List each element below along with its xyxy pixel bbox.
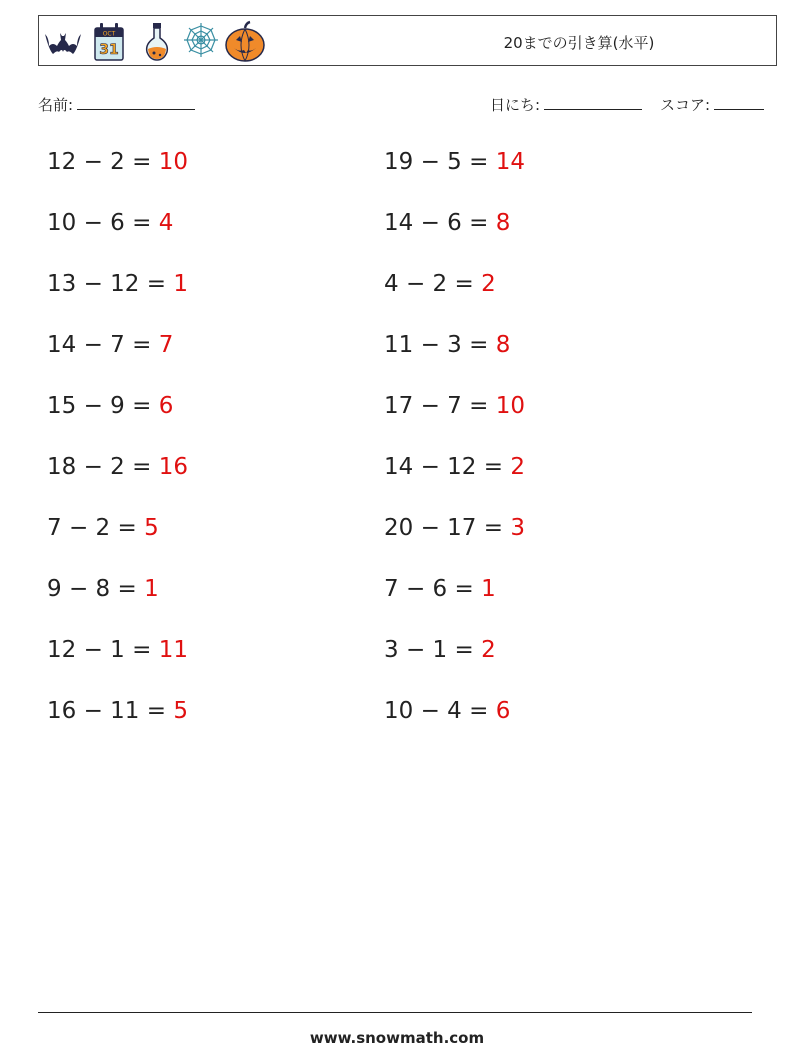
score-blank-line[interactable] — [714, 95, 764, 110]
score-label: スコア: — [660, 96, 711, 114]
problem-question: 19 − 5 = — [384, 149, 496, 175]
problem-item — [384, 575, 496, 603]
problem-item — [47, 270, 188, 298]
problem-item — [47, 514, 159, 542]
problem-answer: 4 — [158, 210, 174, 236]
problem-answer: 8 — [495, 332, 511, 358]
problem-item — [47, 453, 188, 481]
problem-item — [47, 148, 188, 176]
worksheet-header — [38, 15, 777, 66]
problem-item — [384, 331, 510, 359]
calendar-day-text: 31 — [99, 42, 119, 58]
problem-item — [384, 453, 525, 481]
problem-question: 9 − 8 = — [47, 576, 145, 602]
problem-answer: 14 — [495, 149, 525, 175]
problem-question: 10 − 4 = — [384, 698, 496, 724]
problem-answer: 3 — [510, 515, 525, 541]
problem-answer: 5 — [144, 515, 159, 541]
name-field[interactable] — [38, 94, 195, 115]
date-blank-line[interactable] — [544, 95, 642, 110]
date-field[interactable] — [490, 94, 642, 115]
footer-url[interactable]: www.snowmath.com — [309, 1029, 485, 1047]
problem-answer: 1 — [144, 576, 159, 602]
date-label: 日にち: — [490, 96, 541, 114]
problem-item — [47, 392, 173, 420]
problem-answer: 6 — [158, 393, 174, 419]
problem-question: 11 − 3 = — [384, 332, 496, 358]
problem-item — [47, 636, 188, 664]
problem-question: 14 − 12 = — [384, 454, 511, 480]
problem-item — [47, 697, 188, 725]
problem-answer: 10 — [158, 149, 188, 175]
problem-answer: 10 — [495, 393, 525, 419]
problem-item — [384, 209, 510, 237]
problem-question: 13 − 12 = — [47, 271, 174, 297]
problem-item — [47, 209, 173, 237]
problem-question: 7 − 2 = — [47, 515, 145, 541]
calendar-month-text: OCT — [102, 30, 116, 38]
problem-answer: 1 — [481, 576, 496, 602]
name-blank-line[interactable] — [77, 95, 195, 110]
problem-item — [384, 514, 525, 542]
problem-question: 18 − 2 = — [47, 454, 159, 480]
problem-answer: 2 — [481, 637, 496, 663]
problem-question: 12 − 2 = — [47, 149, 159, 175]
problem-answer: 6 — [495, 698, 511, 724]
problem-question: 14 − 6 = — [384, 210, 496, 236]
problem-question: 16 − 11 = — [47, 698, 174, 724]
problem-answer: 11 — [158, 637, 188, 663]
problem-question: 20 − 17 = — [384, 515, 511, 541]
problem-item — [47, 575, 159, 603]
problem-item — [384, 270, 496, 298]
problem-answer: 5 — [173, 698, 188, 724]
problem-question: 14 − 7 = — [47, 332, 159, 358]
problem-item — [384, 148, 525, 176]
problem-answer: 2 — [481, 271, 496, 297]
problem-answer: 16 — [158, 454, 188, 480]
problem-question: 10 − 6 = — [47, 210, 159, 236]
bat-icon — [43, 20, 83, 60]
problem-question: 4 − 2 = — [384, 271, 482, 297]
problem-answer: 2 — [510, 454, 525, 480]
problem-question: 12 − 1 = — [47, 637, 159, 663]
problem-question: 15 − 9 = — [47, 393, 159, 419]
problem-item — [384, 636, 496, 664]
problem-answer: 8 — [495, 210, 511, 236]
worksheet-title: 20までの引き算(水平) — [503, 34, 655, 52]
problem-answer: 7 — [158, 332, 174, 358]
pumpkin-icon — [223, 20, 267, 64]
potion-flask-icon — [139, 20, 175, 64]
problem-item — [384, 392, 525, 420]
problem-answer: 1 — [173, 271, 188, 297]
problem-question: 17 − 7 = — [384, 393, 496, 419]
calendar-oct-31-icon — [91, 20, 127, 64]
problem-item — [47, 331, 173, 359]
problem-item — [384, 697, 510, 725]
problem-question: 7 − 6 = — [384, 576, 482, 602]
spider-web-icon — [181, 20, 221, 60]
name-label: 名前: — [38, 96, 74, 114]
score-field[interactable] — [660, 94, 764, 115]
footer-divider — [38, 1012, 752, 1013]
problem-question: 3 − 1 = — [384, 637, 482, 663]
